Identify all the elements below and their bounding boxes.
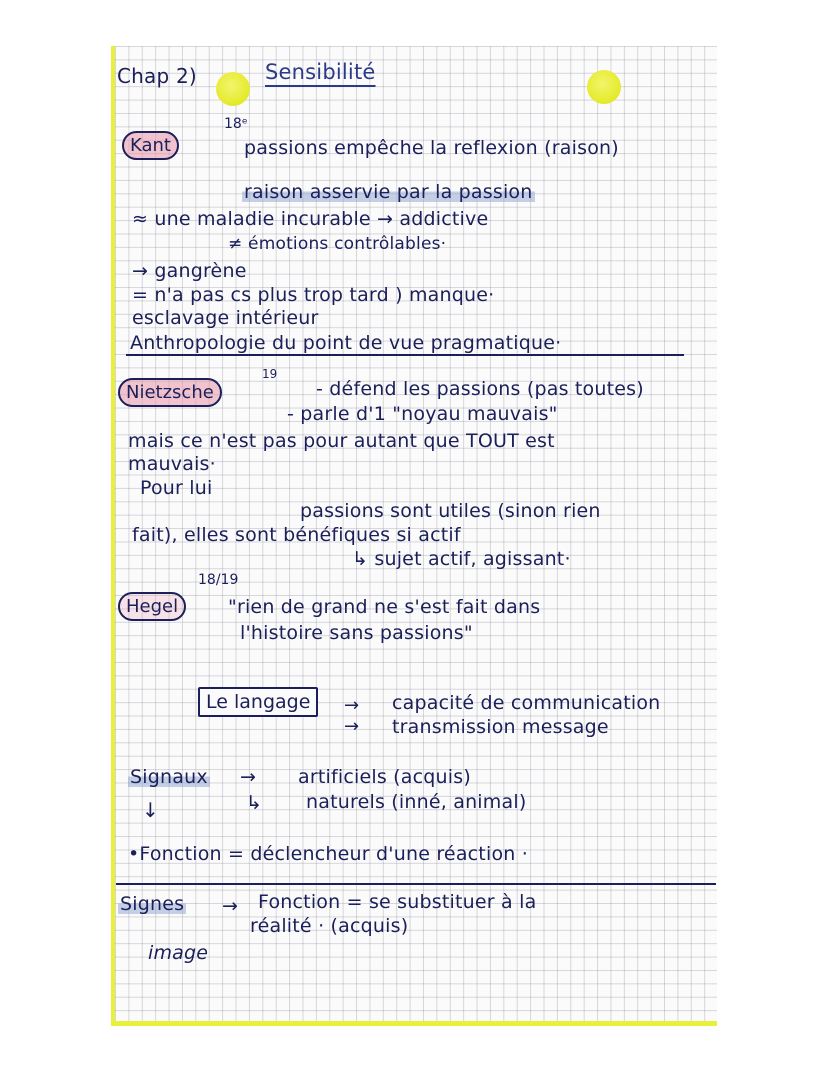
kant-line-1: passions empêche la reflexion (raison) — [244, 137, 619, 159]
signes-label: Signes — [120, 893, 185, 915]
punch-hole-left — [216, 72, 250, 106]
kant-line-3: ≈ une maladie incurable → addictive — [132, 208, 489, 230]
nietzsche-line-6: passions sont utiles (sinon rien — [300, 500, 601, 522]
signes-arrow: → — [222, 895, 239, 917]
hegel-quote-2: l'histoire sans passions" — [240, 622, 473, 644]
chapter-label: Chap 2) — [117, 64, 197, 88]
hegel-quote-1: "rien de grand ne s'est fait dans — [228, 596, 541, 618]
kant-line-2: raison asservie par la passion — [244, 181, 533, 203]
langage-arrow-2: → — [344, 716, 360, 737]
nietzsche-label: Nietzsche — [118, 378, 222, 407]
signes-line-1: Fonction = se substituer à la — [258, 891, 537, 913]
image-label: image — [148, 942, 209, 964]
signaux-label: Signaux — [130, 766, 208, 788]
signaux-arrow-1: → — [240, 766, 257, 788]
kant-line-8: Anthropologie du point de vue pragmatique· — [130, 332, 562, 354]
nietzsche-line-7: fait), elles sont bénéfiques si actif — [132, 524, 461, 546]
kant-line-7: esclavage intérieur — [132, 307, 319, 329]
punch-hole-right — [587, 70, 621, 104]
nietzsche-line-1: - défend les passions (pas toutes) — [316, 378, 644, 400]
nietzsche-line-8: ↳ sujet actif, agissant· — [352, 548, 571, 570]
signaux-down-arrow: ↓ — [142, 798, 159, 822]
nietzsche-line-3: mais ce n'est pas pour autant que TOUT est — [128, 430, 555, 452]
fonction-line: •Fonction = déclencheur d'une réaction · — [128, 843, 528, 865]
kant-line-5: → gangrène — [132, 260, 247, 282]
nietzsche-century: 19 — [262, 367, 278, 381]
kant-line-6: = n'a pas cs plus trop tard ) manque· — [132, 284, 495, 306]
langage-title: Le langage — [198, 687, 318, 717]
kant-century: 18ᵉ — [224, 116, 248, 132]
page-title: Sensibilité — [265, 60, 376, 84]
signaux-arrow-2: ↳ — [246, 792, 263, 814]
hegel-label: Hegel — [118, 592, 186, 621]
kant-label: Kant — [122, 131, 179, 160]
langage-arrow-1: → — [344, 695, 360, 716]
signaux-item-2: naturels (inné, animal) — [306, 791, 527, 813]
hegel-century: 18/19 — [198, 572, 239, 588]
section-divider — [116, 883, 716, 885]
signes-line-2: réalité · (acquis) — [250, 915, 409, 937]
signaux-item-1: artificiels (acquis) — [298, 766, 471, 788]
nietzsche-line-2: - parle d'1 "noyau mauvais" — [287, 403, 558, 425]
kant-line-4: ≠ émotions contrôlables· — [228, 234, 447, 254]
langage-item-1: capacité de communication — [392, 692, 661, 714]
nietzsche-line-5: Pour lui — [140, 477, 213, 499]
langage-item-2: transmission message — [392, 716, 609, 738]
kant-underline — [126, 354, 684, 356]
nietzsche-line-4: mauvais· — [128, 453, 216, 475]
